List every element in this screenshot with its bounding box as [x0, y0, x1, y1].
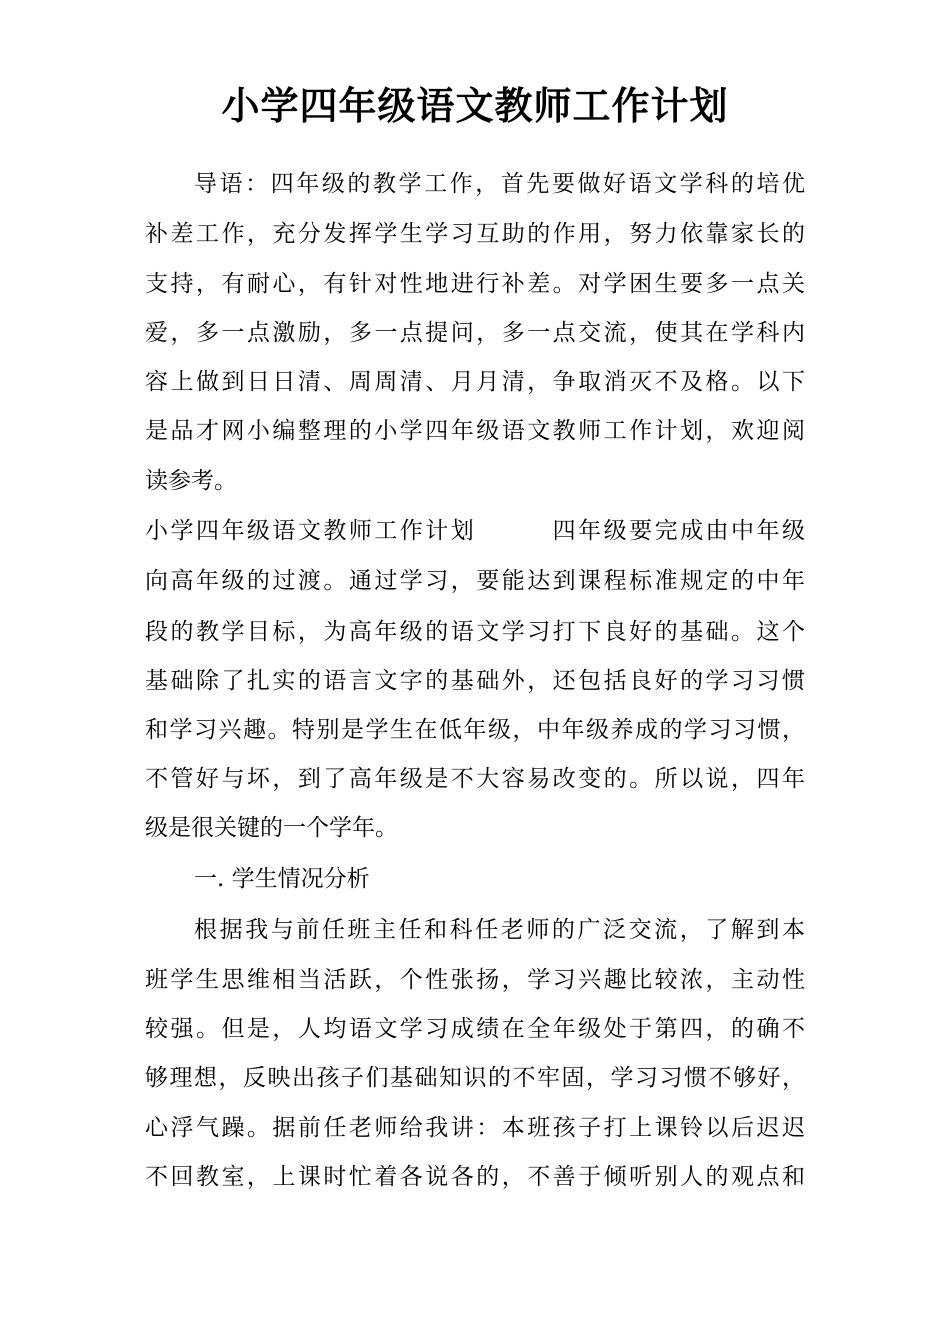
document-title: 小学四年级语文教师工作计划 — [221, 84, 729, 128]
paragraph-line: 较强。但是，人均语文学习成绩在全年级处于第四，的确不 — [145, 1016, 805, 1042]
paragraph-line: 不回教室，上课时忙着各说各的，不善于倾听别人的观点和 — [145, 1164, 805, 1190]
paragraph-line: 段的教学目标，为高年级的语文学习打下良好的基础。这个 — [145, 619, 805, 645]
paragraph-line: 导语：四年级的教学工作，首先要做好语文学科的培优 — [194, 171, 805, 197]
paragraph-line: 支持，有耐心，有针对性地进行补差。对学困生要多一点关 — [145, 271, 805, 297]
paragraph-line: 向高年级的过渡。通过学习，要能达到课程标准规定的中年 — [145, 568, 805, 594]
paragraph-line: 小学四年级语文教师工作计划 四年级要完成由中年级 — [145, 518, 805, 544]
paragraph-line: 和学习兴趣。特别是学生在低年级，中年级养成的学习习惯， — [145, 717, 805, 743]
paragraph-line: 基础除了扎实的语言文字的基础外，还包括良好的学习习惯 — [145, 668, 805, 694]
section-heading: 一. 学生情况分析 — [194, 866, 370, 892]
paragraph-line: 容上做到日日清、周周清、月月清，争取消灭不及格。以下 — [145, 369, 805, 395]
paragraph-line: 班学生思维相当活跃，个性张扬，学习兴趣比较浓，主动性 — [145, 967, 805, 993]
paragraph-line: 级是很关键的一个学年。 — [145, 815, 398, 841]
paragraph-line: 读参考。 — [145, 468, 237, 494]
paragraph-line: 心浮气躁。据前任老师给我讲：本班孩子打上课铃以后迟迟 — [145, 1115, 805, 1141]
paragraph-line: 是品才网小编整理的小学四年级语文教师工作计划，欢迎阅 — [145, 418, 805, 444]
paragraph-line: 根据我与前任班主任和科任老师的广泛交流，了解到本 — [194, 917, 805, 943]
paragraph-line: 够理想，反映出孩子们基础知识的不牢固，学习习惯不够好， — [145, 1065, 805, 1091]
paragraph-line: 补差工作，充分发挥学生学习互助的作用，努力依靠家长的 — [145, 221, 805, 247]
paragraph-line: 不管好与坏，到了高年级是不大容易改变的。所以说，四年 — [145, 766, 805, 792]
paragraph-line: 爱，多一点激励，多一点提问，多一点交流，使其在学科内 — [145, 320, 805, 346]
